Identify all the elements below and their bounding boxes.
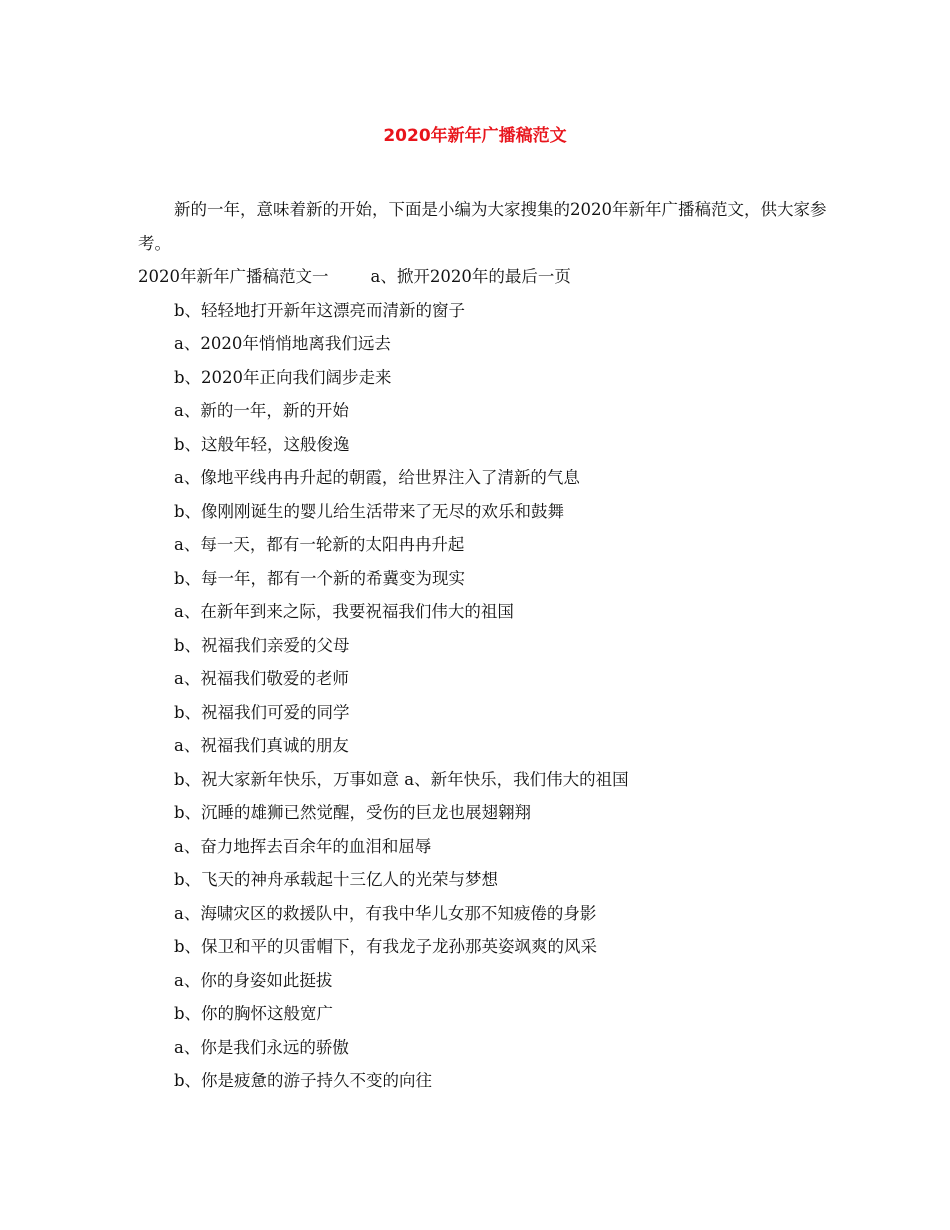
dialogue-line: a、奋力地挥去百余年的血泪和屈辱 (174, 836, 432, 856)
intro-paragraph: 新的一年，意味着新的开始，下面是小编为大家搜集的2020年新年广播稿范文，供大家参考。 (138, 200, 827, 253)
dialogue-line: a、2020年悄悄地离我们远去 (174, 334, 391, 353)
dialogue-line: a、新的一年，新的开始 (174, 401, 349, 420)
dialogue-line: a、你的身姿如此挺拔 (174, 970, 333, 990)
dialogue-line: b、祝福我们亲爱的父母 (174, 635, 350, 655)
dialogue-line: a、每一天，都有一轮新的太阳冉冉升起 (174, 535, 465, 554)
section-heading: 2020年新年广播稿范文一 (138, 267, 329, 286)
dialogue-line: a、像地平线冉冉升起的朝霞，给世界注入了清新的气息 (174, 468, 580, 487)
dialogue-line: b、这般年轻，这般俊逸 (174, 434, 350, 454)
section-heading-line (138, 260, 828, 294)
dialogue-line: b、祝大家新年快乐，万事如意 a、新年快乐，我们伟大的祖国 (174, 769, 629, 789)
dialogue-line: a、祝福我们真诚的朋友 (174, 736, 349, 755)
dialogue-line: a、祝福我们敬爱的老师 (174, 669, 349, 688)
dialogue-line: b、轻轻地打开新年这漂亮而清新的窗子 (174, 300, 466, 320)
dialogue-line: b、你是疲惫的游子持久不变的向往 (174, 1071, 433, 1090)
dialogue-line: a、在新年到来之际，我要祝福我们伟大的祖国 (174, 602, 514, 621)
dialogue-line: b、保卫和平的贝雷帽下，有我龙子龙孙那英姿飒爽的风采 (174, 937, 598, 956)
dialogue-lines (138, 294, 828, 1098)
document-body (138, 193, 828, 1098)
dialogue-line: b、祝福我们可爱的同学 (174, 702, 350, 722)
dialogue-line: b、飞天的神舟承载起十三亿人的光荣与梦想 (174, 870, 499, 889)
dialogue-line: b、沉睡的雄狮已然觉醒，受伤的巨龙也展翅翱翔 (174, 803, 532, 822)
dialogue-line: a、海啸灾区的救援队中，有我中华儿女那不知疲倦的身影 (174, 903, 597, 923)
dialogue-line: a、你是我们永远的骄傲 (174, 1037, 349, 1057)
dialogue-line: b、你的胸怀这般宽广 (174, 1004, 334, 1023)
dialogue-line: b、2020年正向我们阔步走来 (174, 367, 392, 387)
dialogue-line: b、像刚刚诞生的婴儿给生活带来了无尽的欢乐和鼓舞 (174, 501, 565, 521)
section-first-line: a、掀开2020年的最后一页 (370, 267, 571, 286)
dialogue-line: b、每一年，都有一个新的希冀变为现实 (174, 568, 466, 588)
document-title: 2020年新年广播稿范文 (383, 126, 567, 146)
